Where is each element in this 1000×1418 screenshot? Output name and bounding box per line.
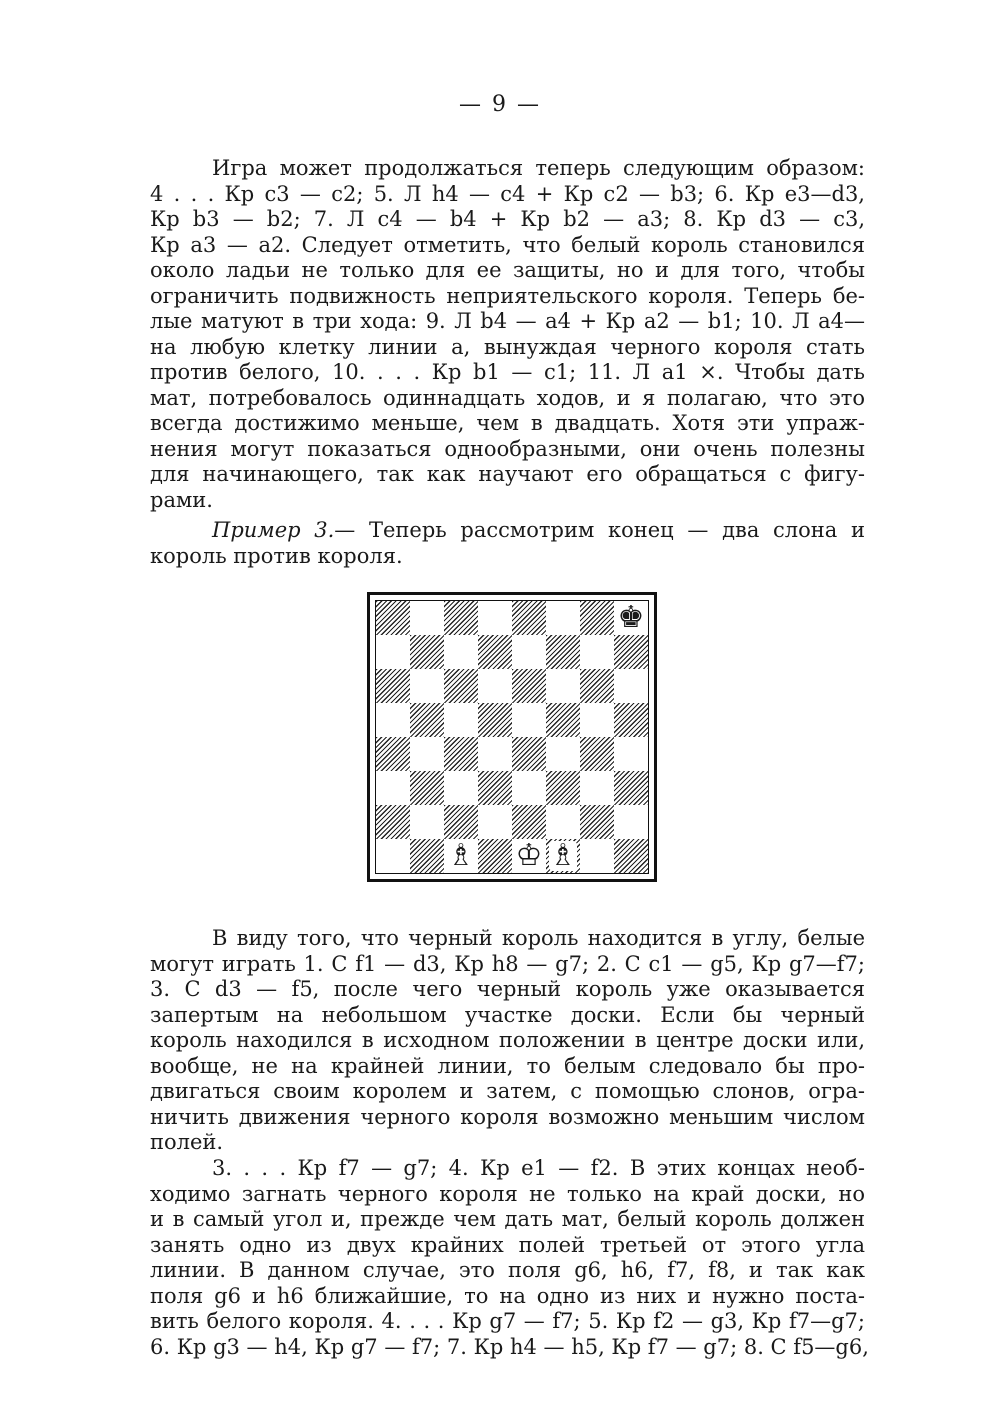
square-h2 [614, 805, 648, 839]
paragraph2-line: ничить движения черного короля возможно меньшим числом [150, 1104, 865, 1129]
square-e3 [512, 771, 546, 805]
paragraph3-line: линии. В данном случае, это поля g6, h6, f7, f8, и так как [150, 1258, 865, 1282]
square-f2 [546, 805, 580, 839]
paragraph-1 [150, 156, 865, 513]
square-b4 [410, 737, 444, 771]
paragraph3-line: занять одно из двух крайних полей третьей от этого угла [150, 1232, 865, 1257]
square-a8 [376, 601, 410, 635]
square-d1 [478, 839, 512, 873]
square-e2 [512, 805, 546, 839]
paragraph2-line: полей. [150, 1130, 224, 1154]
square-a6 [376, 669, 410, 703]
paragraph1-line: ограничить подвижность неприятельского короля. Теперь бе- [150, 283, 865, 308]
paragraph2-line: 3. С d3 — f5, после чего черный король уже оказывается [150, 977, 865, 1001]
paragraph1-line: всегда достижимо меньше, чем в двадцать. Хотя эти упраж- [150, 411, 865, 435]
paragraph2-line: могут играть 1. С f1 — d3, Кр h8 — g7; 2. С c1 — g5, Кр g7—f7; [150, 951, 865, 976]
square-b8 [410, 601, 444, 635]
paragraph1-line: лые матуют в три хода: 9. Л b4 — a4 + Кр a2 — b1; 10. Л a4— [150, 309, 865, 333]
square-a2 [376, 805, 410, 839]
paragraph-3 [150, 1156, 869, 1360]
square-h6 [614, 669, 648, 703]
square-h1 [614, 839, 648, 873]
white-bishop-glyph: ♗ [549, 838, 577, 873]
square-b1 [410, 839, 444, 873]
square-c3 [444, 771, 478, 805]
paragraph3-line: 6. Кр g3 — h4, Кр g7 — f7; 7. Кр h4 — h5, Кр f7 — g7; 8. С f5—g6, [150, 1334, 869, 1359]
square-a1 [376, 839, 410, 873]
paragraph1-line: Кр a3 — a2. Следует отметить, что белый король становился [150, 232, 865, 257]
paragraph1-line: нения могут показаться однообразными, они очень полезны [150, 436, 865, 461]
square-g1 [580, 839, 614, 873]
white-king-icon [512, 839, 546, 873]
paragraph3-line: и в самый угол и, прежде чем дать мат, белый король должен [150, 1207, 865, 1231]
paragraph2-line: запертым на небольшом участке доски. Если бы черный [150, 1002, 865, 1027]
square-d8 [478, 601, 512, 635]
square-f5 [546, 703, 580, 737]
square-b3 [410, 771, 444, 805]
paragraph3-line: ходимо загнать черного короля не только на край доски, но [150, 1181, 865, 1206]
square-h4 [614, 737, 648, 771]
square-d6 [478, 669, 512, 703]
square-f3 [546, 771, 580, 805]
square-d2 [478, 805, 512, 839]
paragraph-2 [150, 926, 865, 1156]
paragraph1-line: рами. [150, 487, 213, 512]
paragraph3-line: вить белого короля. 4. . . . Кр g7 — f7; 5. Кр f2 — g3, Кр f7—g7; [150, 1309, 865, 1333]
paragraph3-line: 3. . . . Кр f7 — g7; 4. Кр e1 — f2. В этих концах необ- [212, 1156, 865, 1180]
paragraph1-line: Игра может продолжаться теперь следующим образом: [212, 156, 865, 180]
white-king-glyph: ♔ [515, 838, 543, 873]
square-d5 [478, 703, 512, 737]
square-a4 [376, 737, 410, 771]
paragraph2-line: двигаться своим королем и затем, с помощью слонов, огра- [150, 1079, 865, 1103]
paragraph2-line: король находился в исходном положении в центре доски или, [150, 1028, 865, 1052]
square-b2 [410, 805, 444, 839]
square-d3 [478, 771, 512, 805]
square-g5 [580, 703, 614, 737]
square-c6 [444, 669, 478, 703]
paragraph1-line: для начинающего, так как научают его обращаться с фигу- [150, 462, 865, 486]
white-bishop-glyph: ♗ [447, 838, 475, 873]
square-d4 [478, 737, 512, 771]
paragraph1-line: около ладьи не только для ее защиты, но и для того, чтобы [150, 258, 865, 282]
square-a5 [376, 703, 410, 737]
square-d7 [478, 635, 512, 669]
square-c4 [444, 737, 478, 771]
black-king-glyph: ♚ [617, 600, 645, 635]
square-c7 [444, 635, 478, 669]
page-number: — 9 — [459, 92, 541, 117]
example-3-line-1-text: — Теперь рассмотрим конец — два слона и [334, 518, 865, 542]
paragraph1-line: мат, потребовалось одиннадцать ходов, и я полагаю, что это [150, 385, 865, 410]
chess-diagram [367, 592, 657, 882]
paragraph1-line: 4 . . . Кр c3 — c2; 5. Л h4 — c4 + Кр c2 — b3; 6. Кр e3—d3, [150, 181, 865, 206]
paragraph1-line: против белого, 10. . . . Кр b1 — c1; 11. Л a1 ×. Чтобы дать [150, 360, 865, 384]
square-g2 [580, 805, 614, 839]
square-g6 [580, 669, 614, 703]
square-g4 [580, 737, 614, 771]
square-a3 [376, 771, 410, 805]
paragraph1-line: Кр b3 — b2; 7. Л c4 — b4 + Кр b2 — a3; 8. Кр d3 — c3, [150, 207, 865, 231]
square-h5 [614, 703, 648, 737]
square-e7 [512, 635, 546, 669]
square-g3 [580, 771, 614, 805]
square-b5 [410, 703, 444, 737]
square-g7 [580, 635, 614, 669]
square-b7 [410, 635, 444, 669]
white-bishop-icon [546, 839, 580, 873]
paragraph2-line: В виду того, что черный король находится в углу, белые [212, 926, 865, 950]
square-h3 [614, 771, 648, 805]
square-e5 [512, 703, 546, 737]
white-bishop-icon [444, 839, 478, 873]
paragraph1-line: на любую клетку линии a, вынуждая черного короля стать [150, 334, 865, 359]
square-h7 [614, 635, 648, 669]
square-e4 [512, 737, 546, 771]
square-e8 [512, 601, 546, 635]
example-3-paragraph [150, 518, 865, 569]
square-f8 [546, 601, 580, 635]
square-g8 [580, 601, 614, 635]
square-f4 [546, 737, 580, 771]
square-e6 [512, 669, 546, 703]
chess-board [375, 600, 649, 874]
square-c8 [444, 601, 478, 635]
black-king-icon [614, 601, 648, 635]
example-3-label: Пример 3. [212, 518, 335, 542]
square-c2 [444, 805, 478, 839]
square-f7 [546, 635, 580, 669]
square-b6 [410, 669, 444, 703]
square-c5 [444, 703, 478, 737]
square-f6 [546, 669, 580, 703]
square-a7 [376, 635, 410, 669]
example-3-line-1 [150, 518, 865, 544]
paragraph2-line: вообще, не на крайней линии, то белым следовало бы про- [150, 1053, 865, 1078]
paragraph3-line: поля g6 и h6 ближайшие, то на одно из них и нужно поста- [150, 1283, 865, 1308]
example-3-line-2: король против короля. [150, 543, 403, 568]
